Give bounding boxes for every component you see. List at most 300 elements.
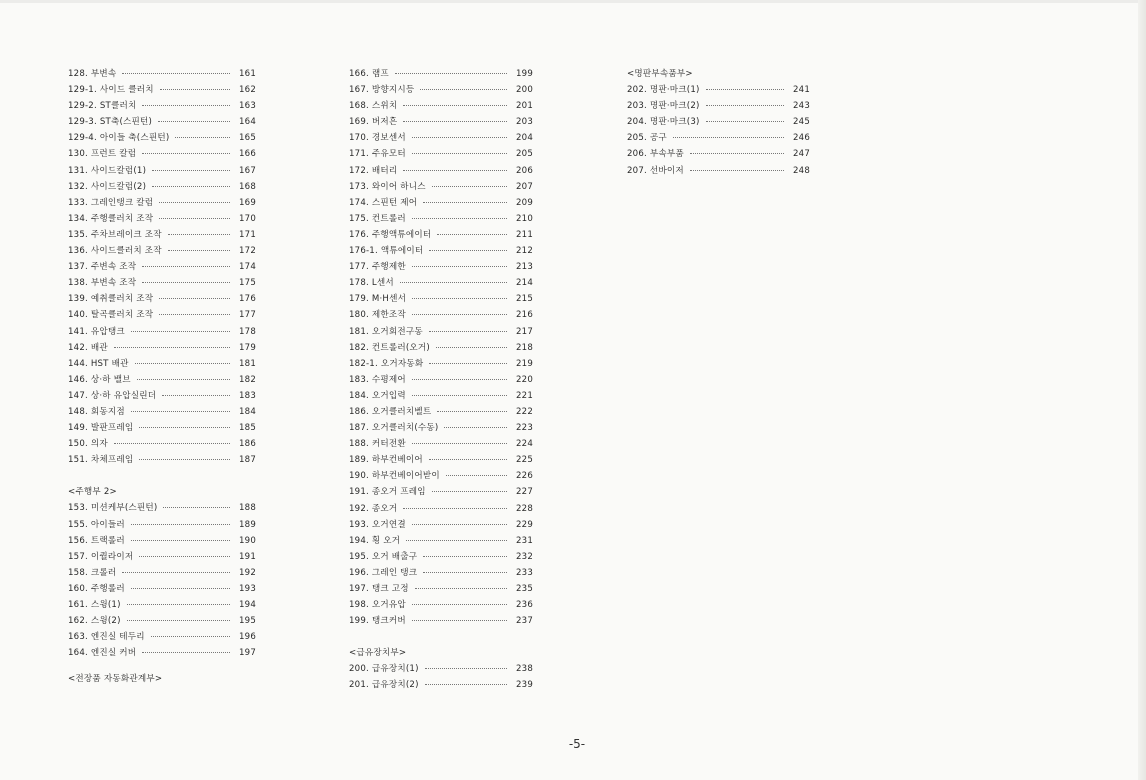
toc-entry-label: 174. 스핀턴 제어 bbox=[349, 197, 418, 208]
toc-entry-page: 164 bbox=[238, 117, 256, 128]
dot-leader bbox=[673, 137, 784, 138]
scan-top-edge bbox=[0, 0, 1146, 3]
toc-entry-page: 161 bbox=[238, 69, 256, 79]
section-heading: <명판부속품부> bbox=[627, 69, 693, 79]
toc-entry-label: 189. 하부컨베이어 bbox=[349, 455, 423, 466]
toc-entry-page: 237 bbox=[515, 616, 533, 627]
dot-leader bbox=[139, 556, 230, 557]
toc-entry bbox=[349, 485, 533, 501]
toc-entry-page: 177 bbox=[238, 310, 256, 321]
toc-entry-label: 198. 오거유압 bbox=[349, 600, 406, 611]
dot-leader bbox=[403, 170, 507, 171]
toc-entry-page: 197 bbox=[238, 648, 256, 659]
toc-entry-label: 151. 차체프레임 bbox=[68, 455, 134, 466]
toc-entry-label: 150. 의자 bbox=[68, 439, 108, 450]
dot-leader bbox=[135, 363, 230, 364]
dot-leader bbox=[406, 540, 507, 541]
toc-entry-label: 169. 버저흔 bbox=[349, 117, 398, 128]
toc-list bbox=[349, 662, 533, 694]
toc-entry-label: 176. 주행액튜에이터 bbox=[349, 229, 432, 240]
toc-entry bbox=[349, 99, 533, 115]
toc-entry bbox=[349, 453, 533, 469]
toc-entry-page: 213 bbox=[515, 262, 533, 273]
dot-leader bbox=[412, 314, 507, 315]
toc-entry-label: 160. 주행롤러 bbox=[68, 583, 125, 594]
toc-list bbox=[68, 501, 256, 662]
toc-entry bbox=[68, 67, 256, 83]
toc-entry-page: 186 bbox=[238, 439, 256, 450]
toc-entry-label: 180. 제한조작 bbox=[349, 310, 406, 321]
toc-entry-label: 187. 오거클러치(수동) bbox=[349, 423, 439, 434]
toc-entry-page: 188 bbox=[238, 503, 256, 514]
toc-entry bbox=[68, 325, 256, 341]
scan-right-edge bbox=[1138, 0, 1146, 780]
toc-entry-label: 141. 유압탱크 bbox=[68, 326, 125, 337]
toc-entry bbox=[349, 469, 533, 485]
dot-leader bbox=[158, 121, 230, 122]
dot-leader bbox=[429, 363, 507, 364]
dot-leader bbox=[444, 427, 507, 428]
toc-entry bbox=[349, 67, 533, 83]
toc-entry bbox=[627, 164, 810, 180]
toc-entry bbox=[349, 389, 533, 405]
toc-entry bbox=[68, 566, 256, 582]
dot-leader bbox=[412, 395, 507, 396]
toc-entry bbox=[68, 405, 256, 421]
toc-entry-page: 226 bbox=[515, 471, 533, 482]
dot-leader bbox=[412, 604, 507, 605]
dot-leader bbox=[131, 540, 230, 541]
toc-entry bbox=[68, 99, 256, 115]
toc-entry bbox=[68, 131, 256, 147]
toc-entry-label: 147. 상·하 유압실린더 bbox=[68, 390, 157, 401]
toc-entry bbox=[68, 260, 256, 276]
toc-entry bbox=[68, 196, 256, 212]
toc-entry bbox=[349, 228, 533, 244]
dot-leader bbox=[690, 153, 784, 154]
section-heading: <급유장치부> bbox=[349, 648, 407, 659]
dot-leader bbox=[159, 218, 230, 219]
toc-entry-label: 156. 트랙롤러 bbox=[68, 535, 125, 546]
toc-entry bbox=[627, 99, 810, 115]
toc-entry-label: 196. 그레인 탱크 bbox=[349, 567, 418, 578]
dot-leader bbox=[706, 105, 784, 106]
dot-leader bbox=[423, 202, 507, 203]
dot-leader bbox=[437, 411, 507, 412]
toc-entry bbox=[68, 550, 256, 566]
toc-entry bbox=[349, 341, 533, 357]
toc-entry-label: 207. 선바이저 bbox=[627, 165, 684, 176]
toc-entry-page: 163 bbox=[238, 101, 256, 112]
dot-leader bbox=[139, 427, 230, 428]
dot-leader bbox=[168, 234, 230, 235]
toc-entry bbox=[68, 115, 256, 131]
dot-leader bbox=[425, 684, 507, 685]
toc-entry-page: 232 bbox=[515, 551, 533, 562]
toc-entry-page: 185 bbox=[238, 423, 256, 434]
toc-entry-label: 168. 스위치 bbox=[349, 101, 398, 112]
toc-entry-label: 179. M·H센서 bbox=[349, 294, 407, 305]
dot-leader bbox=[420, 89, 507, 90]
toc-entry-label: 201. 급유장치(2) bbox=[349, 680, 419, 691]
section-heading: <주행부 2> bbox=[68, 487, 117, 498]
toc-entry bbox=[68, 630, 256, 646]
toc-entry bbox=[68, 518, 256, 534]
toc-entry-label: 134. 주행클러치 조작 bbox=[68, 213, 154, 224]
toc-entry-page: 187 bbox=[238, 455, 256, 466]
dot-leader bbox=[403, 508, 507, 509]
dot-leader bbox=[151, 636, 230, 637]
dot-leader bbox=[142, 153, 230, 154]
toc-entry-label: 200. 급유장치(1) bbox=[349, 664, 419, 675]
toc-entry-page: 199 bbox=[515, 69, 533, 79]
toc-entry-label: 193. 오거연결 bbox=[349, 519, 406, 530]
toc-entry-page: 225 bbox=[515, 455, 533, 466]
dot-leader bbox=[142, 266, 230, 267]
toc-entry-page: 231 bbox=[515, 535, 533, 546]
toc-entry-page: 203 bbox=[515, 117, 533, 128]
toc-entry bbox=[68, 292, 256, 308]
dot-leader bbox=[437, 234, 507, 235]
dot-leader bbox=[412, 218, 507, 219]
toc-entry bbox=[627, 147, 810, 163]
toc-entry-label: 191. 종오거 프레임 bbox=[349, 487, 426, 498]
toc-entry-label: 158. 크롤러 bbox=[68, 567, 117, 578]
toc-entry-page: 171 bbox=[238, 229, 256, 240]
toc-entry-label: 131. 사이드칼럼(1) bbox=[68, 165, 147, 176]
toc-entry-label: 157. 이퀄라이저 bbox=[68, 551, 134, 562]
toc-entry-label: 129-2. ST클러치 bbox=[68, 101, 137, 112]
toc-entry-label: 153. 미션케부(스핀턴) bbox=[68, 503, 158, 514]
toc-entry bbox=[349, 566, 533, 582]
toc-entry bbox=[68, 228, 256, 244]
toc-entry-page: 222 bbox=[515, 406, 533, 417]
dot-leader bbox=[403, 121, 507, 122]
toc-entry bbox=[68, 276, 256, 292]
dot-leader bbox=[160, 89, 230, 90]
toc-entry-label: 135. 주차브레이크 조작 bbox=[68, 229, 162, 240]
toc-entry-label: 176-1. 액튜에이터 bbox=[349, 246, 424, 257]
dot-leader bbox=[412, 443, 507, 444]
toc-entry-label: 204. 명판·마크(3) bbox=[627, 117, 700, 128]
dot-leader bbox=[127, 620, 230, 621]
toc-entry bbox=[349, 357, 533, 373]
toc-column-2 bbox=[349, 67, 533, 695]
toc-list bbox=[68, 67, 256, 469]
toc-entry bbox=[349, 164, 533, 180]
dot-leader bbox=[412, 153, 507, 154]
toc-entry-page: 219 bbox=[515, 358, 533, 369]
toc-entry-page: 170 bbox=[238, 213, 256, 224]
dot-leader bbox=[175, 137, 230, 138]
toc-entry-page: 243 bbox=[792, 101, 810, 112]
toc-entry bbox=[349, 147, 533, 163]
dot-leader bbox=[432, 186, 507, 187]
toc-entry-label: 205. 공구 bbox=[627, 133, 667, 144]
toc-entry bbox=[349, 582, 533, 598]
toc-entry bbox=[627, 83, 810, 99]
page-number: -5- bbox=[568, 737, 586, 751]
toc-entry-page: 168 bbox=[238, 181, 256, 192]
toc-entry-page: 184 bbox=[238, 406, 256, 417]
toc-entry bbox=[349, 550, 533, 566]
toc-entry-page: 190 bbox=[238, 535, 256, 546]
toc-entry bbox=[68, 582, 256, 598]
toc-entry bbox=[349, 260, 533, 276]
toc-entry-page: 172 bbox=[238, 246, 256, 257]
toc-entry-page: 201 bbox=[515, 101, 533, 112]
toc-entry bbox=[68, 244, 256, 260]
toc-entry-page: 211 bbox=[515, 229, 533, 240]
toc-list bbox=[627, 83, 810, 180]
toc-entry-page: 192 bbox=[238, 567, 256, 578]
toc-entry-page: 214 bbox=[515, 278, 533, 289]
dot-leader bbox=[429, 459, 507, 460]
toc-entry-label: 140. 탈곡클러치 조작 bbox=[68, 310, 154, 321]
toc-entry-page: 247 bbox=[792, 149, 810, 160]
toc-entry bbox=[68, 373, 256, 389]
toc-entry-page: 167 bbox=[238, 165, 256, 176]
toc-entry-label: 175. 컨트롤러 bbox=[349, 213, 406, 224]
toc-entry bbox=[349, 437, 533, 453]
toc-entry-label: 182-1. 오거자동화 bbox=[349, 358, 424, 369]
toc-entry-page: 205 bbox=[515, 149, 533, 160]
toc-entry bbox=[627, 115, 810, 131]
toc-entry-label: 132. 사이드칼럼(2) bbox=[68, 181, 147, 192]
dot-leader bbox=[706, 121, 784, 122]
dot-leader bbox=[429, 250, 507, 251]
toc-entry-page: 233 bbox=[515, 567, 533, 578]
dot-leader bbox=[412, 620, 507, 621]
toc-entry bbox=[349, 662, 533, 678]
toc-entry-label: 195. 오거 배출구 bbox=[349, 551, 418, 562]
toc-entry-page: 182 bbox=[238, 374, 256, 385]
toc-entry-label: 162. 스윙(2) bbox=[68, 616, 121, 627]
toc-entry-page: 176 bbox=[238, 294, 256, 305]
toc-entry bbox=[349, 325, 533, 341]
dot-leader bbox=[706, 89, 784, 90]
toc-entry bbox=[349, 131, 533, 147]
toc-entry-page: 246 bbox=[792, 133, 810, 144]
toc-entry-page: 165 bbox=[238, 133, 256, 144]
toc-entry-label: 166. 램프 bbox=[349, 69, 389, 79]
toc-entry-page: 194 bbox=[238, 600, 256, 610]
dot-leader bbox=[152, 186, 230, 187]
dot-leader bbox=[137, 379, 230, 380]
toc-entry-page: 196 bbox=[238, 632, 256, 643]
dot-leader bbox=[142, 282, 230, 283]
toc-entry-page: 166 bbox=[238, 149, 256, 160]
dot-leader bbox=[131, 588, 230, 589]
toc-entry-page: 245 bbox=[792, 117, 810, 128]
dot-leader bbox=[142, 652, 230, 653]
toc-entry-label: 136. 사이드클러치 조작 bbox=[68, 246, 162, 257]
dot-leader bbox=[412, 298, 507, 299]
toc-entry-label: 129-3. ST축(스핀턴) bbox=[68, 117, 153, 128]
dot-leader bbox=[139, 459, 230, 460]
toc-list bbox=[349, 67, 533, 630]
toc-entry-label: 133. 그레인탱크 칼럼 bbox=[68, 197, 154, 208]
dot-leader bbox=[395, 73, 507, 74]
dot-leader bbox=[163, 507, 230, 508]
toc-entry-label: 206. 부속부품 bbox=[627, 149, 684, 160]
toc-entry bbox=[68, 212, 256, 228]
toc-entry-label: 188. 커터전환 bbox=[349, 439, 406, 450]
dot-leader bbox=[412, 137, 507, 138]
toc-entry bbox=[349, 421, 533, 437]
toc-entry-label: 184. 오거입력 bbox=[349, 390, 406, 401]
dot-leader bbox=[446, 475, 507, 476]
toc-entry-label: 163. 엔진실 테두리 bbox=[68, 632, 145, 643]
dot-leader bbox=[114, 443, 230, 444]
toc-entry-page: 228 bbox=[515, 503, 533, 514]
toc-entry-label: 164. 엔진실 커버 bbox=[68, 648, 137, 659]
toc-entry-label: 182. 컨트롤러(오거) bbox=[349, 342, 430, 353]
dot-leader bbox=[412, 266, 507, 267]
toc-entry-page: 183 bbox=[238, 390, 256, 401]
toc-entry-page: 212 bbox=[515, 246, 533, 257]
dot-leader bbox=[152, 170, 230, 171]
toc-entry-page: 224 bbox=[515, 439, 533, 450]
toc-entry-label: 161. 스윙(1) bbox=[68, 600, 121, 610]
toc-entry-page: 207 bbox=[515, 181, 533, 192]
toc-entry-label: 148. 회동지점 bbox=[68, 406, 125, 417]
toc-entry bbox=[68, 164, 256, 180]
toc-entry bbox=[349, 212, 533, 228]
toc-entry-page: 209 bbox=[515, 197, 533, 208]
toc-entry bbox=[68, 421, 256, 437]
toc-entry bbox=[68, 389, 256, 405]
toc-entry bbox=[349, 292, 533, 308]
toc-entry bbox=[349, 405, 533, 421]
toc-entry-page: 248 bbox=[792, 165, 810, 176]
toc-entry-page: 235 bbox=[515, 584, 533, 594]
toc-entry-label: 139. 예취클러치 조작 bbox=[68, 294, 154, 305]
toc-entry-page: 217 bbox=[515, 326, 533, 337]
toc-entry-page: 195 bbox=[238, 616, 256, 627]
toc-entry-page: 169 bbox=[238, 197, 256, 208]
toc-entry-label: 186. 오거클러치벨트 bbox=[349, 406, 432, 417]
toc-entry-page: 178 bbox=[238, 326, 256, 337]
toc-entry-label: 192. 종오거 bbox=[349, 503, 398, 514]
toc-entry-label: 149. 발판프레임 bbox=[68, 423, 134, 434]
dot-leader bbox=[122, 73, 230, 74]
toc-entry bbox=[68, 308, 256, 324]
toc-column-1 bbox=[68, 67, 256, 688]
dot-leader bbox=[412, 379, 507, 380]
toc-entry bbox=[68, 501, 256, 517]
toc-entry-page: 223 bbox=[515, 423, 533, 434]
toc-entry-page: 204 bbox=[515, 133, 533, 144]
toc-entry-page: 229 bbox=[515, 519, 533, 530]
toc-entry-page: 227 bbox=[515, 487, 533, 498]
toc-entry bbox=[68, 534, 256, 550]
toc-entry bbox=[349, 276, 533, 292]
dot-leader bbox=[690, 170, 784, 171]
toc-entry bbox=[349, 373, 533, 389]
dot-leader bbox=[162, 395, 230, 396]
toc-entry bbox=[349, 534, 533, 550]
toc-entry-page: 179 bbox=[238, 342, 256, 353]
toc-entry-page: 221 bbox=[515, 390, 533, 401]
dot-leader bbox=[415, 588, 507, 589]
dot-leader bbox=[400, 282, 507, 283]
toc-entry bbox=[68, 646, 256, 662]
toc-entry-page: 216 bbox=[515, 310, 533, 321]
dot-leader bbox=[159, 314, 230, 315]
toc-entry-label: 142. 배관 bbox=[68, 342, 108, 353]
toc-column-3 bbox=[627, 67, 810, 180]
toc-entry-page: 210 bbox=[515, 213, 533, 224]
toc-entry-label: 202. 명판·마크(1) bbox=[627, 85, 700, 96]
toc-entry-page: 218 bbox=[515, 342, 533, 353]
toc-entry-page: 236 bbox=[515, 600, 533, 611]
toc-entry-page: 200 bbox=[515, 85, 533, 96]
toc-entry-label: 199. 탱크커버 bbox=[349, 616, 406, 627]
dot-leader bbox=[168, 250, 230, 251]
toc-entry-page: 162 bbox=[238, 85, 256, 96]
toc-entry bbox=[349, 196, 533, 212]
toc-entry-label: 129-1. 사이드 클러치 bbox=[68, 85, 154, 96]
toc-entry-page: 239 bbox=[515, 680, 533, 691]
toc-entry-page: 189 bbox=[238, 519, 256, 530]
toc-entry bbox=[349, 180, 533, 196]
toc-entry bbox=[349, 598, 533, 614]
toc-entry bbox=[68, 147, 256, 163]
toc-entry bbox=[68, 357, 256, 373]
toc-entry-label: 190. 하부컨베이어받이 bbox=[349, 471, 440, 482]
toc-entry bbox=[349, 502, 533, 518]
toc-entry bbox=[349, 614, 533, 630]
toc-entry-page: 191 bbox=[238, 551, 256, 562]
dot-leader bbox=[429, 331, 507, 332]
dot-leader bbox=[131, 411, 230, 412]
toc-entry-page: 181 bbox=[238, 358, 256, 369]
toc-entry bbox=[68, 437, 256, 453]
toc-entry-page: 215 bbox=[515, 294, 533, 305]
toc-entry bbox=[349, 244, 533, 260]
dot-leader bbox=[122, 572, 230, 573]
dot-leader bbox=[412, 524, 507, 525]
toc-entry-label: 129-4. 아이들 축(스핀턴) bbox=[68, 133, 170, 144]
toc-entry-label: 172. 배터리 bbox=[349, 165, 398, 176]
toc-entry-label: 137. 주변속 조작 bbox=[68, 262, 137, 273]
toc-entry bbox=[349, 518, 533, 534]
toc-entry-page: 241 bbox=[792, 85, 810, 96]
dot-leader bbox=[114, 347, 230, 348]
toc-entry-label: 138. 부변속 조작 bbox=[68, 278, 137, 289]
toc-entry-label: 177. 주행제한 bbox=[349, 262, 406, 273]
dot-leader bbox=[159, 298, 230, 299]
dot-leader bbox=[436, 347, 507, 348]
toc-entry-label: 144. HST 배관 bbox=[68, 358, 129, 369]
toc-entry-label: 167. 방향지시등 bbox=[349, 85, 415, 96]
toc-entry bbox=[68, 341, 256, 357]
toc-entry-label: 130. 프런트 칼럼 bbox=[68, 149, 137, 160]
toc-entry-page: 193 bbox=[238, 583, 256, 594]
toc-entry-label: 181. 오거회전구동 bbox=[349, 326, 423, 337]
toc-entry-label: 194. 횡 오거 bbox=[349, 535, 401, 546]
toc-entry-label: 128. 부변속 bbox=[68, 69, 117, 79]
section-heading: <전장품 자동화관계부> bbox=[68, 674, 163, 685]
toc-entry bbox=[68, 180, 256, 196]
dot-leader bbox=[142, 105, 230, 106]
toc-entry-label: 170. 경보센서 bbox=[349, 133, 406, 144]
toc-entry-label: 173. 와이어 하니스 bbox=[349, 181, 426, 192]
dot-leader bbox=[432, 491, 507, 492]
toc-entry-label: 146. 상·하 밸브 bbox=[68, 374, 131, 385]
toc-entry bbox=[68, 83, 256, 99]
